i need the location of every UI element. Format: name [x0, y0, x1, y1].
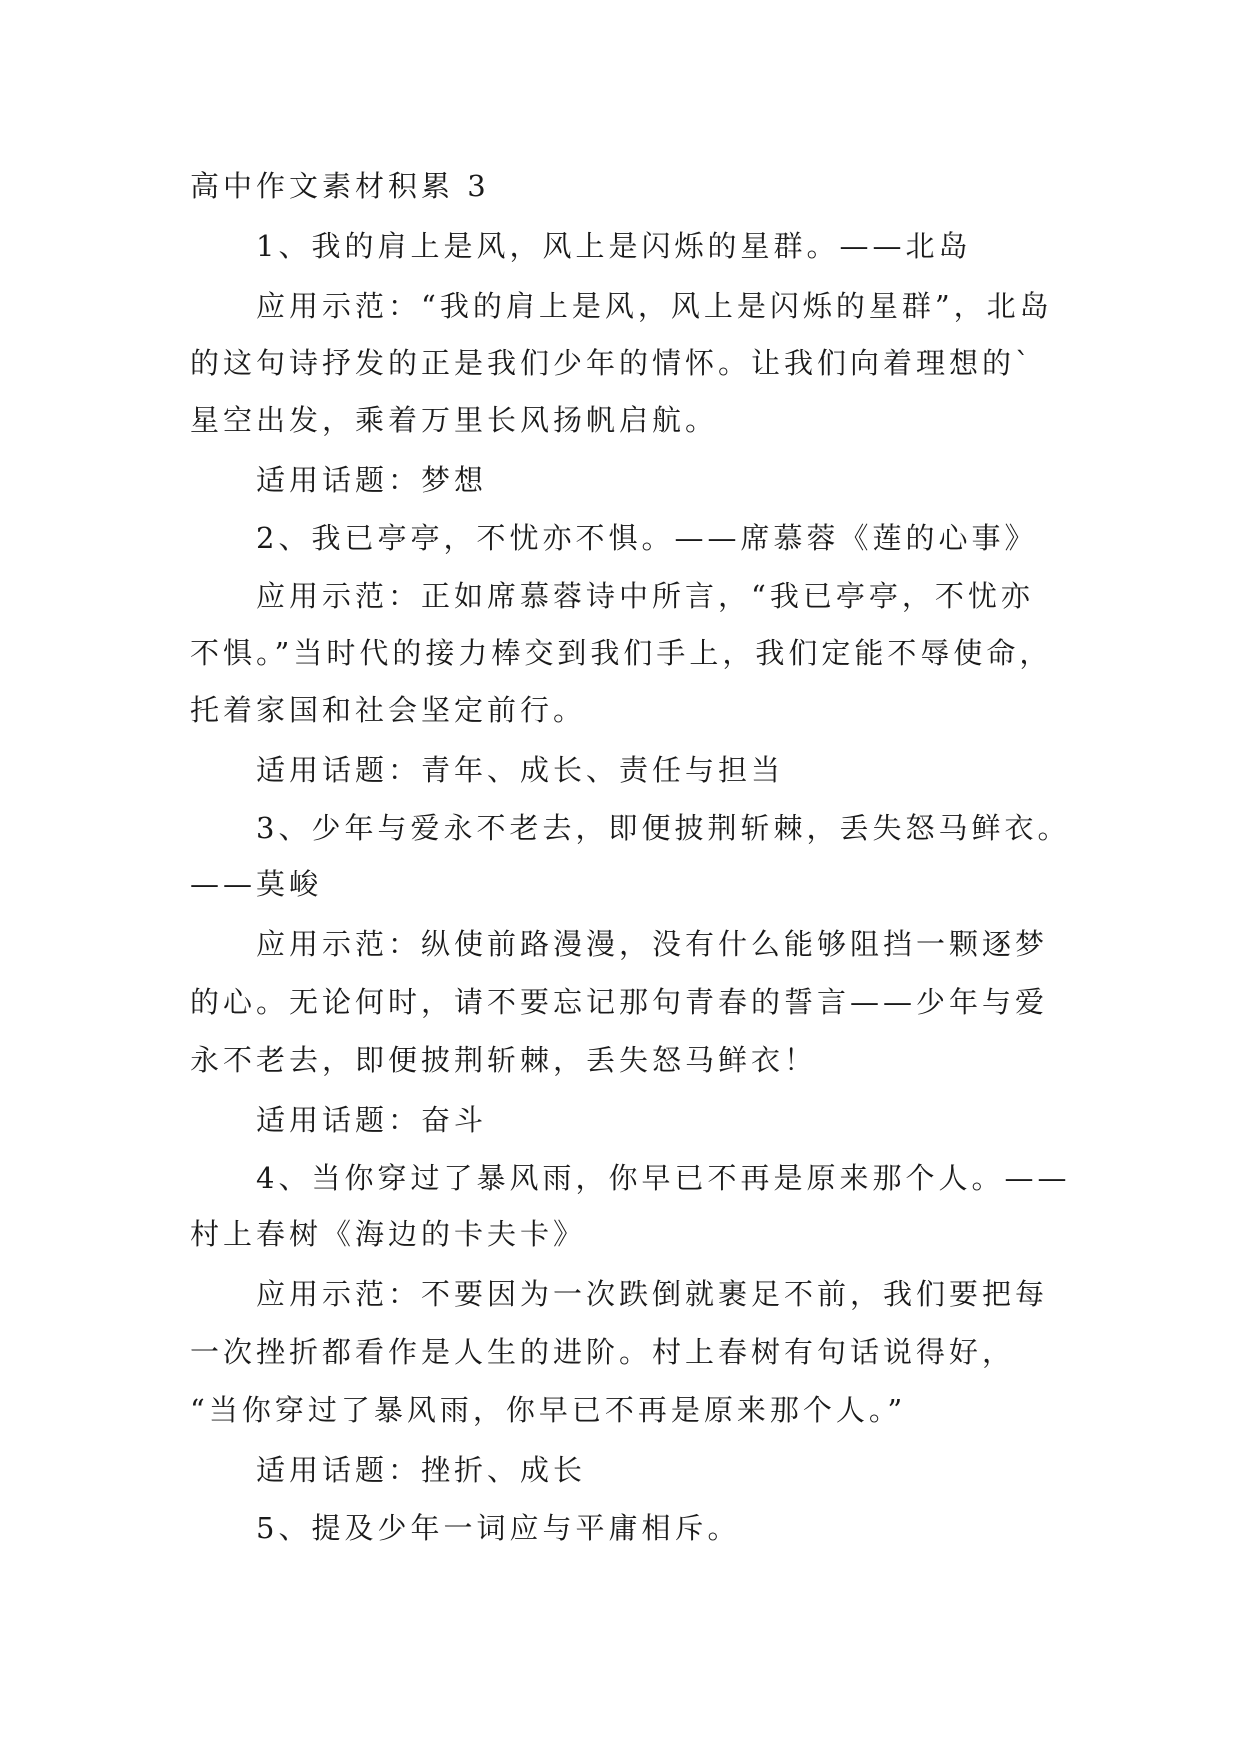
example-2-cont: 托着家国和社会坚定前行。 [190, 693, 587, 727]
example-4-cont: “当你穿过了暴风雨，你早已不再是原来那个人。” [190, 1393, 907, 1427]
example-2: 应用示范：正如席慕蓉诗中所言，“我已亭亭，不忧亦 [256, 579, 1034, 613]
topic-1: 适用话题：梦想 [256, 463, 488, 497]
topic-4: 适用话题：挫折、成长 [256, 1453, 587, 1487]
topic-3: 适用话题：奋斗 [256, 1103, 488, 1137]
quote-2: 2、我已亭亭，不忧亦不惧。——席慕蓉《莲的心事》 [256, 521, 1038, 555]
document-title: 高中作文素材积累 3 [190, 169, 490, 203]
example-3: 应用示范：纵使前路漫漫，没有什么能够阻挡一颗逐梦 [256, 927, 1049, 961]
example-2-cont: 不惧。”当时代的接力棒交到我们手上，我们定能不辱使命， [190, 636, 1053, 670]
example-3-cont: 的心。无论何时，请不要忘记那句青春的誓言——少年与爱 [190, 985, 1049, 1019]
example-1-cont: 星空出发，乘着万里长风扬帆启航。 [190, 403, 719, 437]
quote-4: 4、当你穿过了暴风雨，你早已不再是原来那个人。—— [256, 1161, 1071, 1195]
quote-4-author: 村上春树《海边的卡夫卡》 [190, 1217, 587, 1251]
quote-5: 5、提及少年一词应与平庸相斥。 [256, 1511, 741, 1545]
example-1-cont: 的这句诗抒发的正是我们少年的情怀。让我们向着理想的` [190, 346, 1034, 380]
quote-3-author: ——莫峻 [190, 867, 323, 901]
example-1: 应用示范：“我的肩上是风，风上是闪烁的星群”，北岛 [256, 289, 1053, 323]
example-4-cont: 一次挫折都看作是人生的进阶。村上春树有句话说得好， [190, 1335, 1016, 1369]
example-4: 应用示范：不要因为一次跌倒就裹足不前，我们要把每 [256, 1277, 1049, 1311]
quote-3: 3、少年与爱永不老去，即便披荆斩棘，丢失怒马鲜衣。 [256, 811, 1071, 845]
topic-2: 适用话题：青年、成长、责任与担当 [256, 753, 785, 787]
example-3-cont: 永不老去，即便披荆斩棘，丢失怒马鲜衣！ [190, 1043, 818, 1077]
quote-1: 1、我的肩上是风，风上是闪烁的星群。——北岛 [256, 229, 972, 263]
